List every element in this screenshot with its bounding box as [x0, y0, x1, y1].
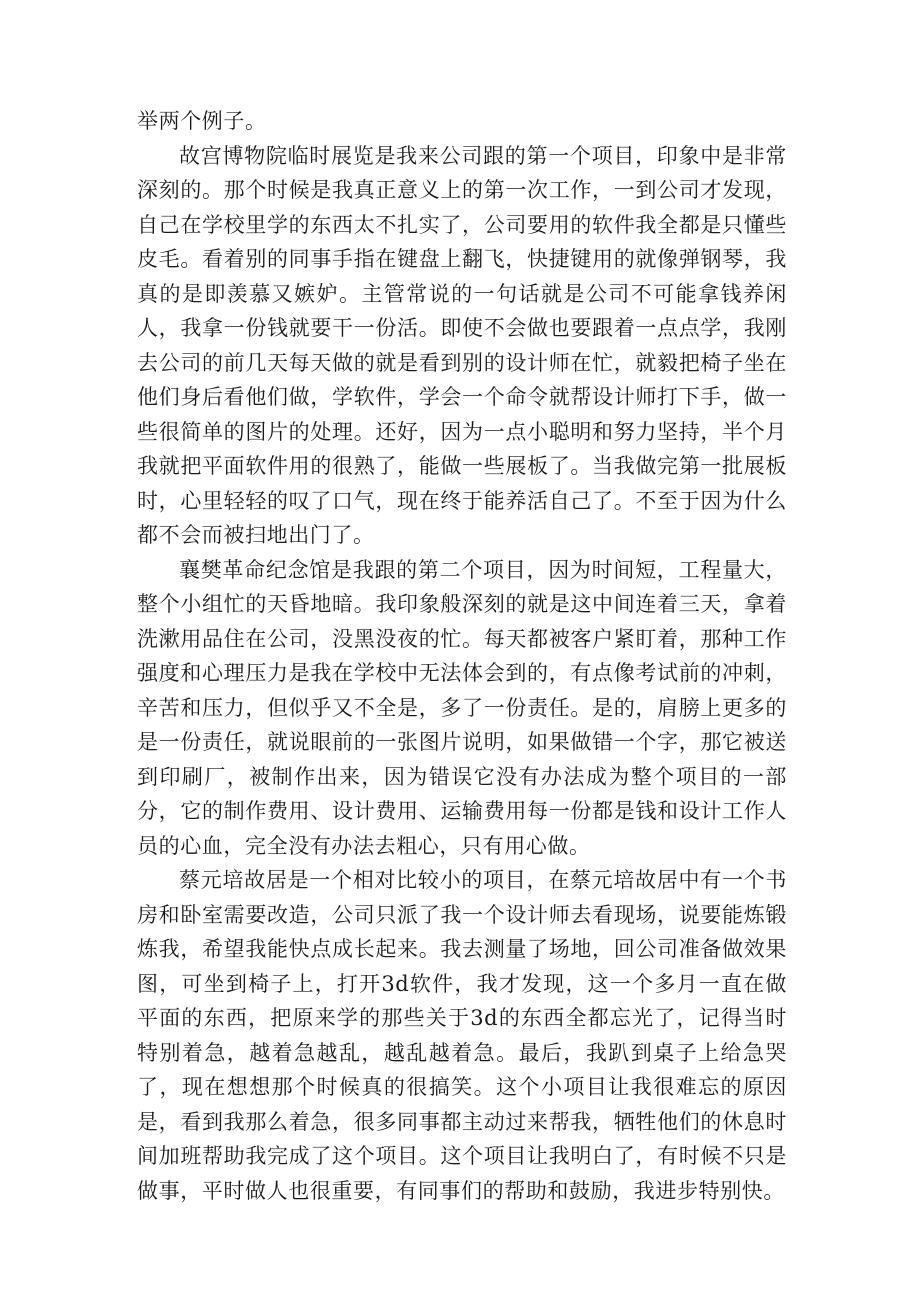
paragraph-xiangfan-memorial: 襄樊革命纪念馆是我跟的第二个项目，因为时间短，工程量大，整个小组忙的天昏地暗。我印象般深刻的就是这中间连着三天，拿着洗漱用品住在公司，没黑没夜的忙。每天都被客户紧盯着，那种工作强度和心理压力是我在学校中无法体会到的，有点像考试前的冲刺，辛苦和压力，但似乎又不全是，多了一份责任。是的，肩膀上更多的是一份责任，就说眼前的一张图片说明，如果做错一个字，那它被送到印刷厂，被制作出来，因为错误它没有办法成为整个项目的一部分，它的制作费用、设计费用、运输费用每一份都是钱和设计工作人员的心血，完全没有办法去粗心，只有用心做。: [137, 557, 787, 858]
intro-line: 举两个例子。: [137, 109, 267, 133]
document-body: [137, 104, 787, 1208]
paragraph-palace-museum: 故宫博物院临时展览是我来公司跟的第一个项目，印象中是非常深刻的。那个时候是我真正意义上的第一次工作，一到公司才发现，自己在学校里学的东西太不扎实了，公司要用的软件我全都是只懂些皮毛。看着别的同事手指在键盘上翻飞，快捷键用的就像弹钢琴，我真的是即羡慕又嫉妒。主管常说的一句话就是公司不可能拿钱养闲人，我拿一份钱就要干一份活。即使不会做也要跟着一点点学，我刚去公司的前几天每天做的就是看到别的设计师在忙，就毅把椅子坐在他们身后看他们做，学软件，学会一个命令就帮设计师打下手，做一些很简单的图片的处理。还好，因为一点小聪明和努力坚持，半个月我就把平面软件用的很熟了，能做一些展板了。当我做完第一批展板时，心里轻轻的叹了口气，现在终于能养活自己了。不至于因为什么都不会而被扫地出门了。: [137, 143, 787, 547]
paragraph-cai-yuanpei-residence: 蔡元培故居是一个相对比较小的项目，在蔡元培故居中有一个书房和卧室需要改造，公司只派了我一个设计师去看现场，说要能炼锻炼我，希望我能快点成长起来。我去测量了场地，回公司准备做效果图，可坐到椅子上，打开3d软件，我才发现，这一个多月一直在做平面的东西，把原来学的那些关于3d的东西全都忘光了，记得当时特别着急，越着急越乱，越乱越着急。最后，我趴到桌子上给急哭了，现在想想那个时候真的很搞笑。这个小项目让我很难忘的原因是，看到我那么着急，很多同事都主动过来帮我，牺牲他们的休息时间加班帮助我完成了这个项目。这个项目让我明白了，有时候不只是做事，平时做人也很重要，有同事们的帮助和鼓励，我进步特别快。: [137, 868, 787, 1203]
